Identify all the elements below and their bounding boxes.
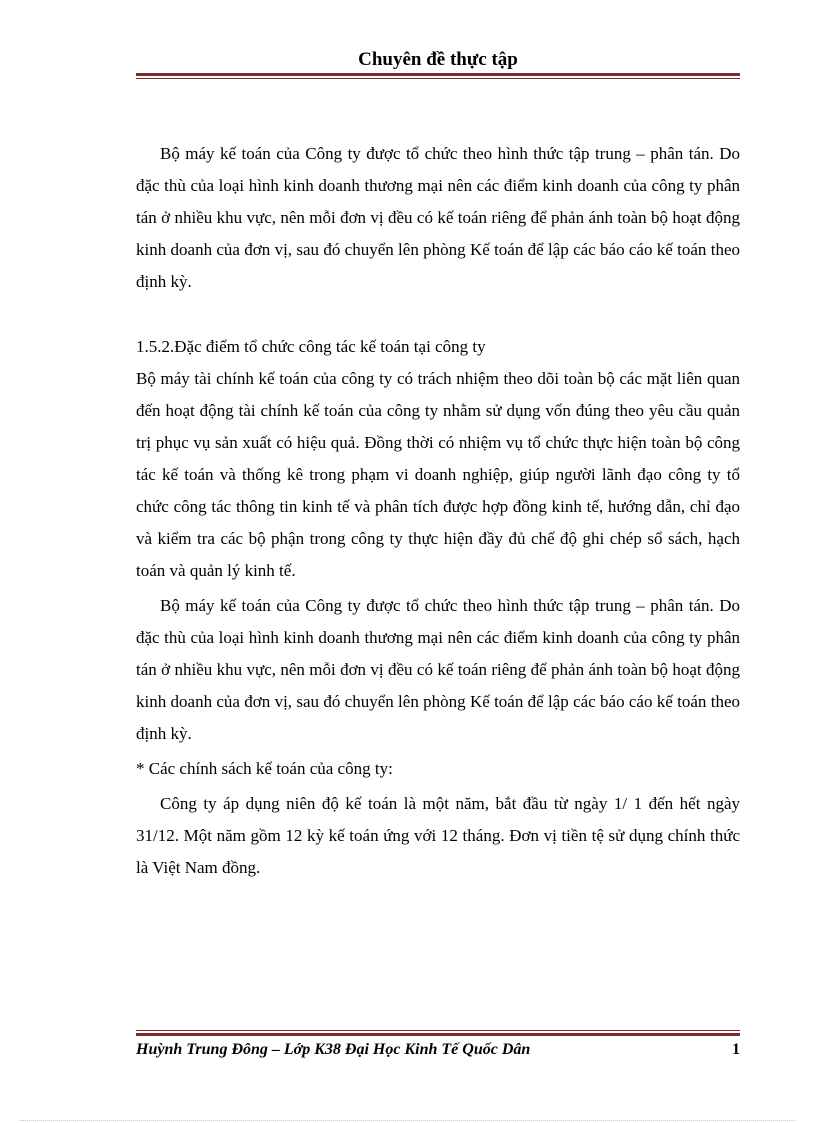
page-header-title: Chuyên đề thực tập <box>358 49 518 70</box>
accounting-policies-heading: * Các chính sách kế toán của công ty: <box>136 759 393 778</box>
document-body <box>136 138 740 884</box>
footer-author: Huỳnh Trung Đông – Lớp K38 Đại Học Kinh Tế Quốc Dân <box>136 1041 531 1058</box>
paragraph-finance-responsibilities: Bộ máy tài chính kế toán của công ty có trách nhiệm theo dõi toàn bộ các mặt liên quan đến hoạt động tài chính kế toán của công ty nhằm sử dụng vốn đúng theo yêu cầu quản trị phục vụ sản xuất có hiệu quả. Đồng thời có nhiệm vụ tổ chức thực hiện toàn bộ công tác kế toán và thống kê trong phạm vi doanh nghiệp, giúp người lãnh đạo công ty tổ chức công tác thông tin kinh tế và phân tích được hợp đồng kinh tế, hướng dẫn, chỉ đạo và kiểm tra các bộ phận trong công ty thực hiện đầy đủ chế độ ghi chép sổ sách, hạch toán và quản lý kinh tế. <box>136 369 740 580</box>
header-rule-thin <box>136 78 740 79</box>
paragraph-fiscal-year: Công ty áp dụng niên độ kế toán là một năm, bắt đầu từ ngày 1/ 1 đến hết ngày 31/12. Một năm gồm 12 kỳ kế toán ứng với 12 tháng. Đơn vị tiền tệ sử dụng chính thức là Việt Nam đồng. <box>136 794 740 877</box>
page-number: 1 <box>732 1041 740 1058</box>
paragraph-accounting-structure: Bộ máy kế toán của Công ty được tổ chức theo hình thức tập trung – phân tán. Do đặc thù của loại hình kinh doanh thương mại nên các điểm kinh doanh của công ty phân tán ở nhiều khu vực, nên mỗi đơn vị đều có kế toán riêng để phản ánh toàn bộ hoạt động kinh doanh của đơn vị, sau đó chuyển lên phòng Kế toán để lập các báo cáo kế toán theo định kỳ. <box>136 144 740 291</box>
paragraph-accounting-structure-repeat: Bộ máy kế toán của Công ty được tổ chức theo hình thức tập trung – phân tán. Do đặc thù của loại hình kinh doanh thương mại nên các điểm kinh doanh của công ty phân tán ở nhiều khu vực, nên mỗi đơn vị đều có kế toán riêng để phản ánh toàn bộ hoạt động kinh doanh của đơn vị, sau đó chuyển lên phòng Kế toán để lập các báo cáo kế toán theo định kỳ. <box>136 596 740 743</box>
footer-rule-thick <box>136 1033 740 1036</box>
section-heading-1-5-2: 1.5.2.Đặc điểm tổ chức công tác kế toán tại công ty <box>136 337 486 356</box>
header-rule-thick <box>136 73 740 76</box>
footer-rule-thin <box>136 1030 740 1031</box>
page-bottom-border <box>20 1120 796 1121</box>
